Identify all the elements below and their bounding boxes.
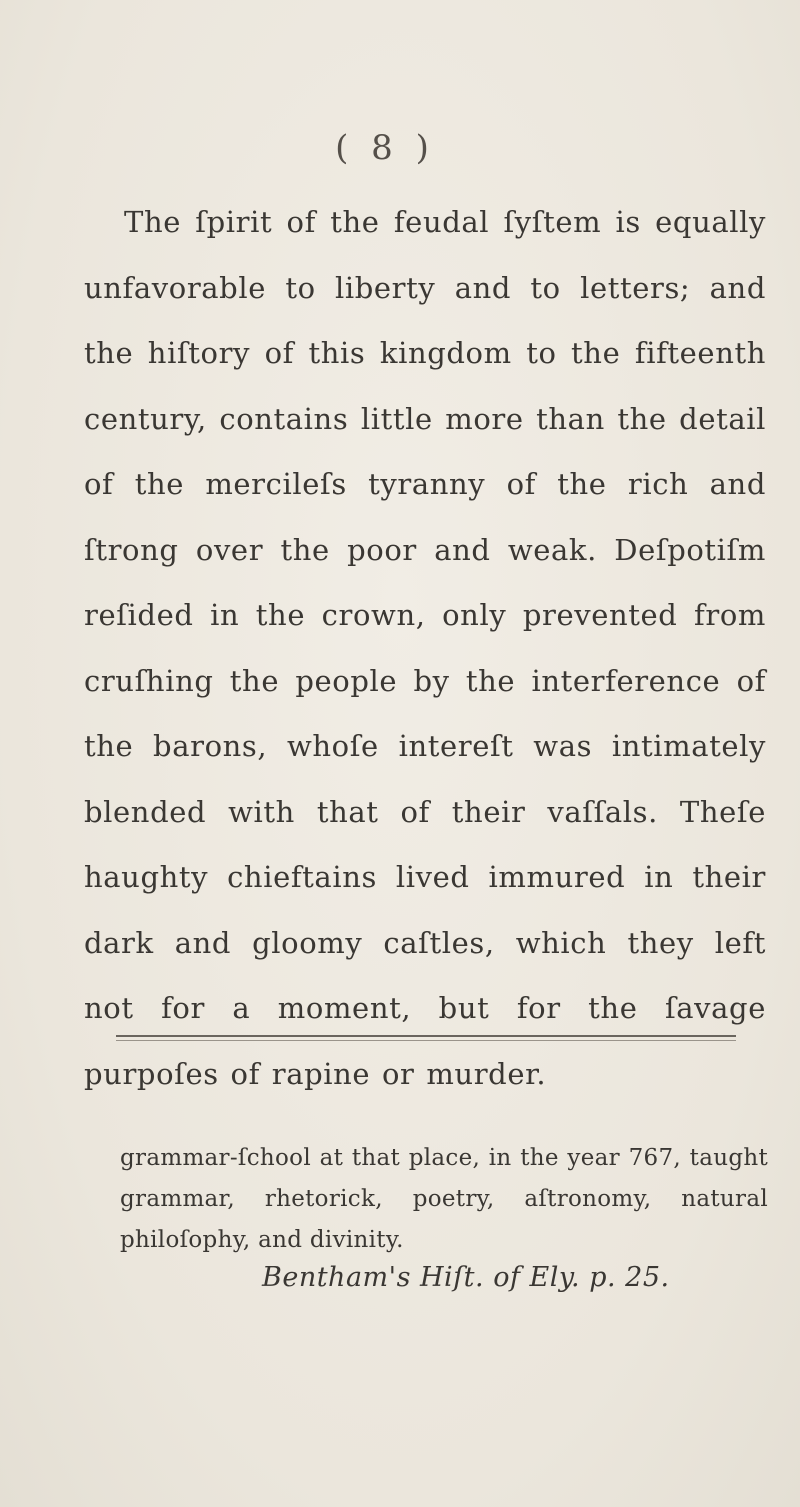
page-number: ( 8 ) <box>335 128 435 168</box>
footnote-citation: Bentham's Hiſt. of Ely. p. 25. <box>262 1262 670 1293</box>
footnote-text: grammar-ſchool at that place, in the year 767, taught grammar, rhetorick, poetry, aſtronomy, natural philoſophy, and divinity. <box>120 1145 768 1253</box>
footnote-separator <box>116 1035 736 1037</box>
main-paragraph: The ſpirit of the feudal ſyſtem is equally unfavorable to liberty and to letters; and the hiſtory of this kingdom to the fifteenth century, contains little more than the detail of the mercileſs tyranny of the rich and ſtrong over the poor and weak. Deſpotiſm reſided in the crown, only prevented from cruſhing the people by the interference of the barons, whoſe intereſt was intimately blended with that of their vaſſals. Theſe haughty chieftains lived immured in their dark and gloomy caſtles, which they left not for a moment, but for the ſavage purpoſes of rapine or murder. <box>84 205 766 1091</box>
